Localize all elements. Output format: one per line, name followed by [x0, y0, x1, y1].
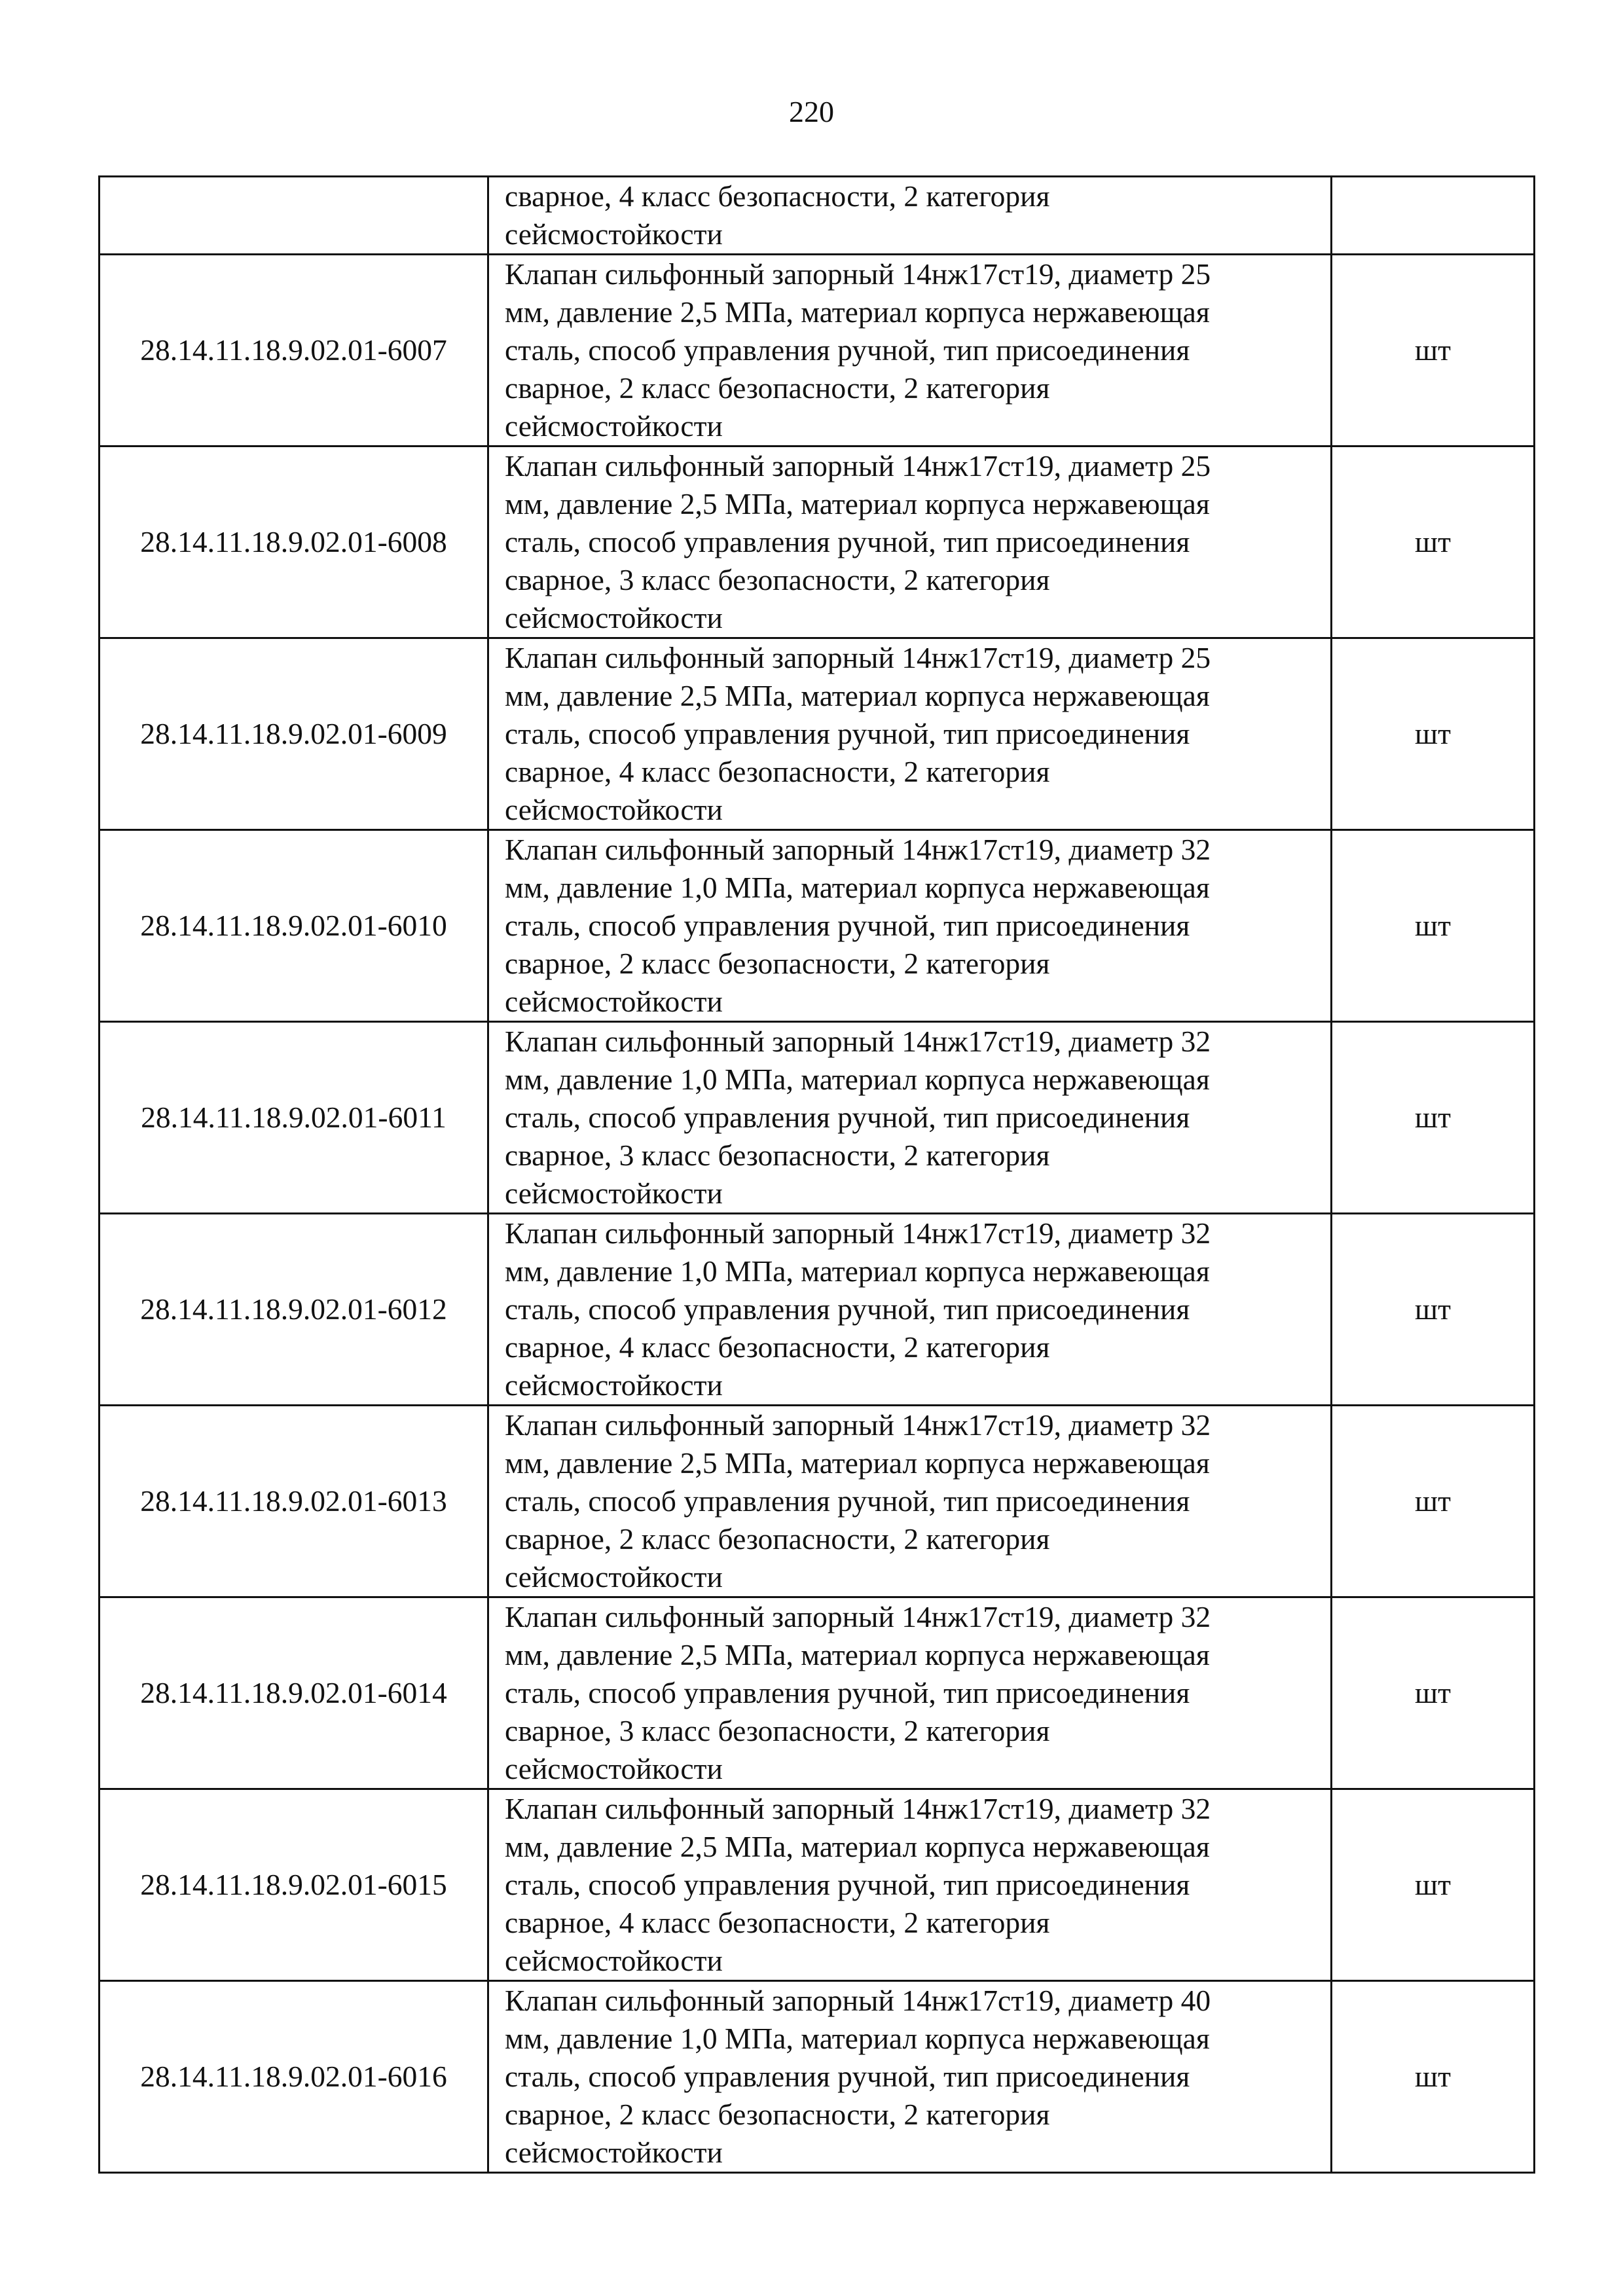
description-line: Клапан сильфонный запорный 14нж17ст19, диаметр 32	[505, 833, 1211, 866]
unit-cell: шт	[1332, 1789, 1535, 1981]
resource-description-cell	[488, 638, 1332, 830]
description-line: Клапан сильфонный запорный 14нж17ст19, диаметр 40	[505, 1984, 1211, 2017]
table-row	[100, 1406, 1535, 1597]
description-line: Клапан сильфонный запорный 14нж17ст19, диаметр 25	[505, 449, 1211, 483]
description-line: Клапан сильфонный запорный 14нж17ст19, диаметр 25	[505, 257, 1211, 291]
description-line: сварное, 3 класс безопасности, 2 категория	[505, 1139, 1050, 1172]
table-row	[100, 1597, 1535, 1789]
description-line: мм, давление 1,0 МПа, материал корпуса нержавеющая	[505, 2022, 1210, 2055]
table-row	[100, 1214, 1535, 1406]
resource-code-cell: 28.14.11.18.9.02.01-6007	[100, 255, 488, 446]
unit-cell	[1332, 177, 1535, 255]
resource-table	[98, 175, 1535, 2174]
unit-cell: шт	[1332, 1406, 1535, 1597]
resource-description-cell	[488, 255, 1332, 446]
resource-description-cell	[488, 1406, 1332, 1597]
description-line: мм, давление 1,0 МПа, материал корпуса нержавеющая	[505, 1254, 1210, 1288]
description-line: сейсмостойкости	[505, 1944, 723, 1977]
resource-code-cell: 28.14.11.18.9.02.01-6008	[100, 446, 488, 638]
resource-code-cell: 28.14.11.18.9.02.01-6009	[100, 638, 488, 830]
description-line: мм, давление 2,5 МПа, материал корпуса нержавеющая	[505, 487, 1210, 520]
description-line: сейсмостойкости	[505, 793, 723, 826]
table-row	[100, 830, 1535, 1022]
description-line: сейсмостойкости	[505, 217, 723, 251]
description-line: мм, давление 2,5 МПа, материал корпуса нержавеющая	[505, 1830, 1210, 1863]
description-line: Клапан сильфонный запорный 14нж17ст19, диаметр 32	[505, 1408, 1211, 1442]
resource-code-cell: 28.14.11.18.9.02.01-6016	[100, 1981, 488, 2173]
description-line: сейсмостойкости	[505, 985, 723, 1018]
description-line: сталь, способ управления ручной, тип присоединения	[505, 2060, 1190, 2093]
description-line: сварное, 4 класс безопасности, 2 категория	[505, 755, 1050, 788]
description-line: сварное, 4 класс безопасности, 2 категория	[505, 179, 1050, 213]
resource-description-cell	[488, 177, 1332, 255]
table-row	[100, 1022, 1535, 1214]
resource-description-cell	[488, 830, 1332, 1022]
description-line: сталь, способ управления ручной, тип присоединения	[505, 1101, 1190, 1134]
description-line: сталь, способ управления ручной, тип присоединения	[505, 525, 1190, 558]
description-line: сейсмостойкости	[505, 601, 723, 634]
resource-description-cell	[488, 1981, 1332, 2173]
description-line: сейсмостойкости	[505, 1752, 723, 1785]
page-number: 220	[789, 95, 834, 128]
table-row	[100, 446, 1535, 638]
resource-description-cell	[488, 1022, 1332, 1214]
resource-code-cell: 28.14.11.18.9.02.01-6015	[100, 1789, 488, 1981]
description-line: сварное, 2 класс безопасности, 2 категория	[505, 2098, 1050, 2131]
description-line: Клапан сильфонный запорный 14нж17ст19, диаметр 32	[505, 1792, 1211, 1825]
resource-code-cell: 28.14.11.18.9.02.01-6011	[100, 1022, 488, 1214]
resource-table-body	[100, 177, 1535, 2173]
description-line: мм, давление 2,5 МПа, материал корпуса нержавеющая	[505, 679, 1210, 712]
description-line: сейсмостойкости	[505, 1368, 723, 1402]
unit-cell: шт	[1332, 830, 1535, 1022]
description-line: мм, давление 2,5 МПа, материал корпуса нержавеющая	[505, 295, 1210, 329]
description-line: мм, давление 2,5 МПа, материал корпуса нержавеющая	[505, 1446, 1210, 1480]
resource-description-cell	[488, 446, 1332, 638]
table-row	[100, 638, 1535, 830]
description-line: мм, давление 2,5 МПа, материал корпуса нержавеющая	[505, 1638, 1210, 1671]
table-row	[100, 177, 1535, 255]
description-line: Клапан сильфонный запорный 14нж17ст19, диаметр 32	[505, 1025, 1211, 1058]
resource-code-cell	[100, 177, 488, 255]
description-line: сталь, способ управления ручной, тип присоединения	[505, 1868, 1190, 1901]
unit-cell: шт	[1332, 1214, 1535, 1406]
description-line: сварное, 2 класс безопасности, 2 категория	[505, 371, 1050, 405]
resource-code-cell: 28.14.11.18.9.02.01-6013	[100, 1406, 488, 1597]
unit-cell: шт	[1332, 255, 1535, 446]
table-row	[100, 1789, 1535, 1981]
unit-cell: шт	[1332, 446, 1535, 638]
description-line: сварное, 4 класс безопасности, 2 категория	[505, 1330, 1050, 1364]
unit-cell: шт	[1332, 1597, 1535, 1789]
resource-description-cell	[488, 1789, 1332, 1981]
resource-description-cell	[488, 1597, 1332, 1789]
description-line: сталь, способ управления ручной, тип присоединения	[505, 909, 1190, 942]
description-line: Клапан сильфонный запорный 14нж17ст19, диаметр 32	[505, 1216, 1211, 1250]
description-line: Клапан сильфонный запорный 14нж17ст19, диаметр 32	[505, 1600, 1211, 1633]
resource-description-cell	[488, 1214, 1332, 1406]
description-line: сейсмостойкости	[505, 409, 723, 443]
description-line: сварное, 4 класс безопасности, 2 категория	[505, 1906, 1050, 1939]
description-line: сталь, способ управления ручной, тип присоединения	[505, 1292, 1190, 1326]
description-line: сварное, 3 класс безопасности, 2 категория	[505, 1714, 1050, 1747]
description-line: сварное, 2 класс безопасности, 2 категория	[505, 947, 1050, 980]
description-line: сталь, способ управления ручной, тип присоединения	[505, 717, 1190, 750]
table-row	[100, 255, 1535, 446]
description-line: сварное, 3 класс безопасности, 2 категория	[505, 563, 1050, 596]
unit-cell: шт	[1332, 638, 1535, 830]
resource-code-cell: 28.14.11.18.9.02.01-6010	[100, 830, 488, 1022]
description-line: сталь, способ управления ручной, тип присоединения	[505, 1484, 1190, 1518]
description-line: сталь, способ управления ручной, тип присоединения	[505, 1676, 1190, 1709]
resource-code-cell: 28.14.11.18.9.02.01-6012	[100, 1214, 488, 1406]
description-line: сейсмостойкости	[505, 1560, 723, 1594]
unit-cell: шт	[1332, 1022, 1535, 1214]
description-line: сварное, 2 класс безопасности, 2 категория	[505, 1522, 1050, 1556]
description-line: Клапан сильфонный запорный 14нж17ст19, диаметр 25	[505, 641, 1211, 674]
description-line: мм, давление 1,0 МПа, материал корпуса нержавеющая	[505, 1063, 1210, 1096]
description-line: сейсмостойкости	[505, 2136, 723, 2169]
resource-code-cell: 28.14.11.18.9.02.01-6014	[100, 1597, 488, 1789]
description-line: сейсмостойкости	[505, 1176, 723, 1210]
table-row	[100, 1981, 1535, 2173]
description-line: мм, давление 1,0 МПа, материал корпуса нержавеющая	[505, 871, 1210, 904]
description-line: сталь, способ управления ручной, тип присоединения	[505, 333, 1190, 367]
unit-cell: шт	[1332, 1981, 1535, 2173]
